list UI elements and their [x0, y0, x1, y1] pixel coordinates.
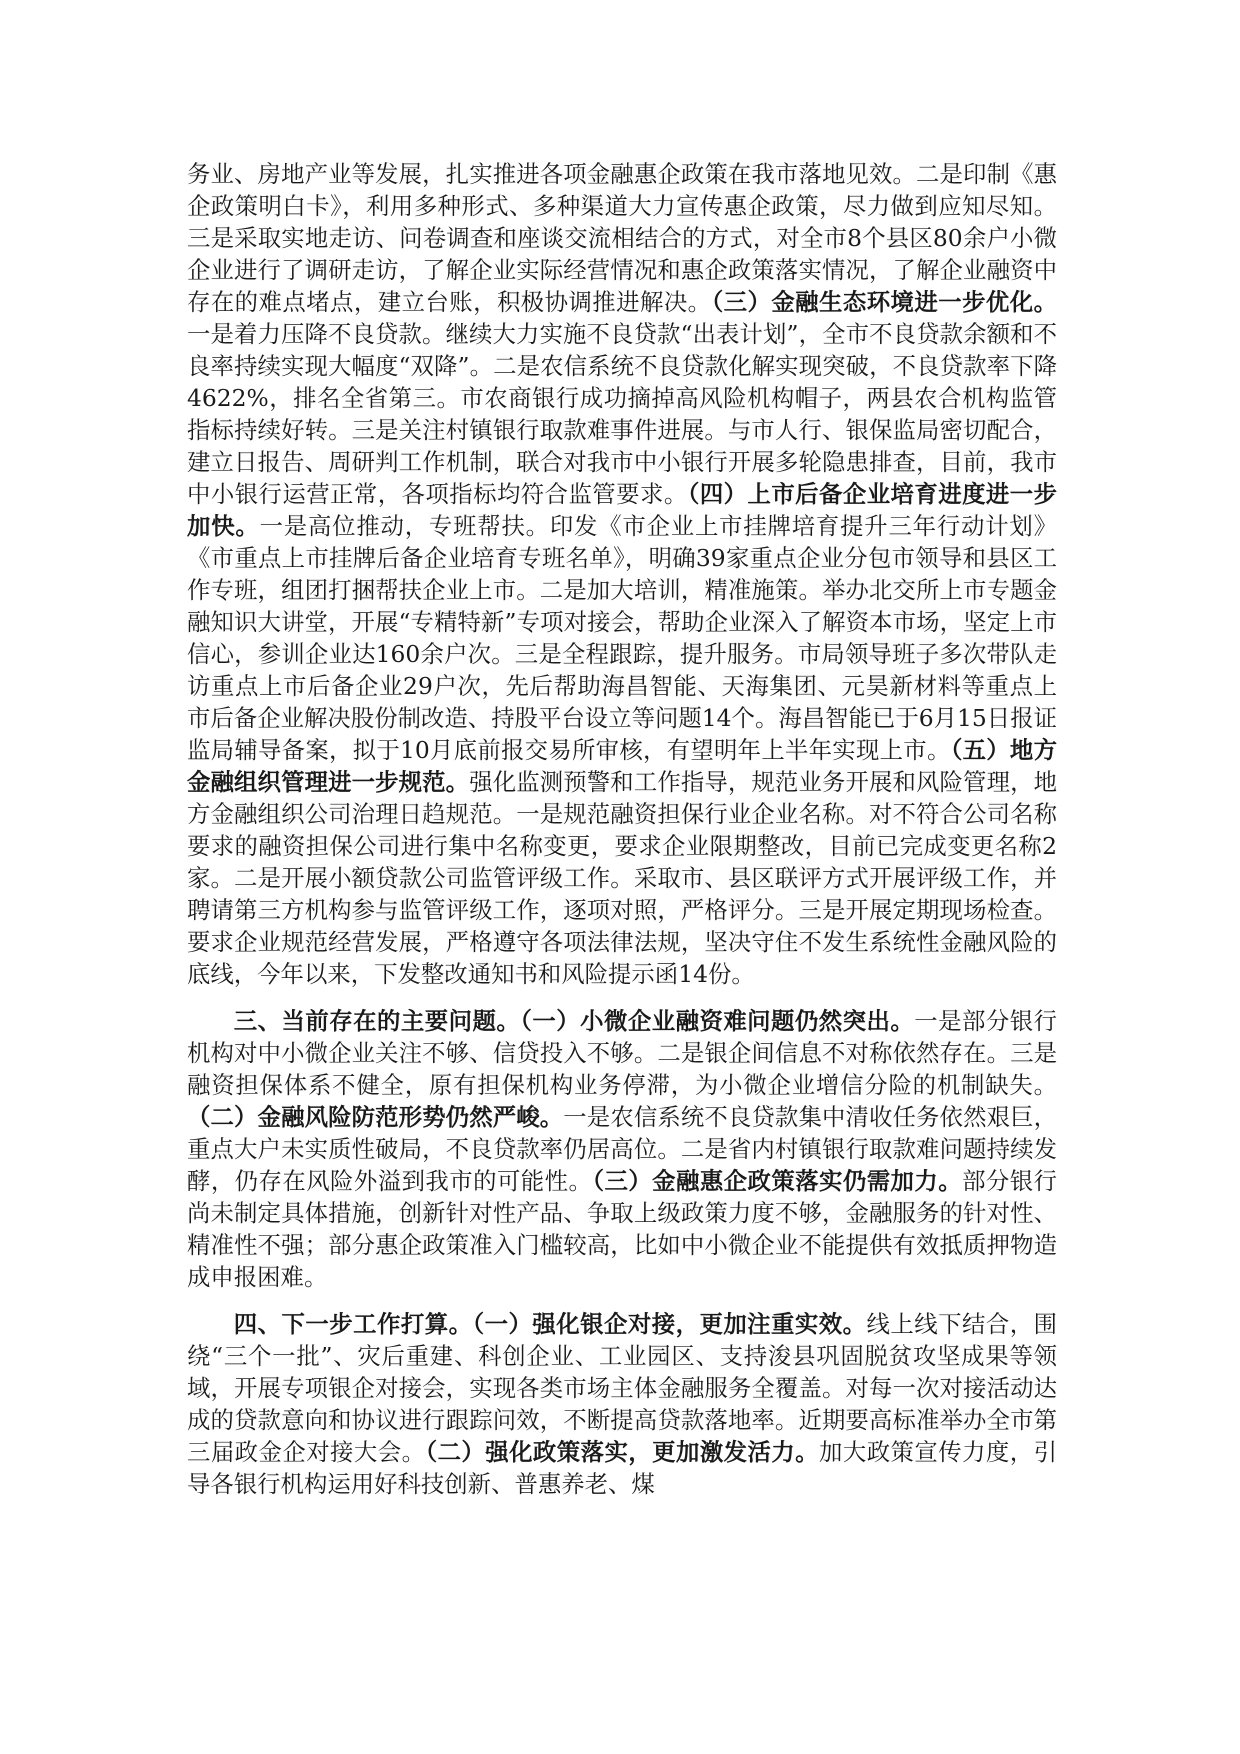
document-page — [187, 158, 1057, 1500]
text-segment: 一是部分银行机构对中小微企业关注不够、信贷投入不够。二是银企间信息不对称依然存在。三是融资担保体系不健全，原有担保机构业务停滞，为小微企业增信分险的机制缺失。 — [187, 1007, 1057, 1099]
text-segment: 一是着力压降不良贷款。继续大力实施不良贷款“出表计划”，全市不良贷款余额和不良率持续实现大幅度“双降”。二是农信系统不良贷款化解实现突破，不良贷款率下降4622%，排名全省第三。市农商银行成功摘掉高风险机构帽子，两县农合机构监管指标持续好转。三是关注村镇银行取款难事件进展。与市人行、银保监局密切配合，建立日报告、周研判工作机制，联合对我市中小银行开展多轮隐患排查，目前，我市中小银行运营正常，各项指标均符合监管要求。 — [187, 320, 1057, 508]
paragraph-main-problems — [187, 1005, 1057, 1293]
section-heading-problems: 三、当前存在的主要问题。（一）小微企业融资难问题仍然突出。 — [233, 1007, 915, 1035]
section-heading-next-steps: 四、下一步工作打算。（一）强化银企对接，更加注重实效。 — [233, 1310, 867, 1338]
section-heading-policy-implementation: （二）强化政策落实，更加激发活力。 — [425, 1438, 820, 1466]
text-segment: 务业、房地产业等发展，扎实推进各项金融惠企政策在我市落地见效。二是印制《惠企政策明白卡》，利用多种形式、多种渠道大力宣传惠企政策，尽力做到应知尽知。三是采取实地走访、问卷调查和座谈交流相结合的方式，对全市8个县区80余户小微企业进行了调研走访，了解企业实际经营情况和惠企政策落实情况，了解企业融资中存在的难点堵点，建立台账，积极协调推进解决。 — [187, 160, 1057, 316]
text-segment: 部分银行尚未制定具体措施，创新针对性产品、争取上级政策力度不够，金融服务的针对性、精准性不强；部分惠企政策准入门槛较高，比如中小微企业不能提供有效抵质押物造成申报困难。 — [187, 1167, 1057, 1291]
text-segment: 强化监测预警和工作指导，规范业务开展和风险管理，地方金融组织公司治理日趋规范。一是规范融资担保行业企业名称。对不符合公司名称要求的融资担保公司进行集中名称变更，要求企业限期整改，目前已完成变更名称2家。二是开展小额贷款公司监管评级工作。采取市、县区联评方式开展评级工作，并聘请第三方机构参与监管评级工作，逐项对照，严格评分。三是开展定期现场检查。要求企业规范经营发展，严格遵守各项法律法规，坚决守住不发生系统性金融风险的底线，今年以来，下发整改通知书和风险提示函14份。 — [187, 768, 1057, 988]
section-heading-ecology: （三）金融生态环境进一步优化。 — [711, 288, 1057, 316]
section-heading-organization: （五）地方金融组织管理进一步规范。 — [187, 736, 1057, 796]
section-heading-risk: （二）金融风险防范形势仍然严峻。 — [187, 1103, 564, 1131]
paragraph-next-steps — [187, 1308, 1057, 1500]
text-segment: 加大政策宣传力度，引导各银行机构运用好科技创新、普惠养老、煤 — [187, 1438, 1057, 1498]
section-heading-listing: （四）上市后备企业培育进度进一步加快。 — [187, 480, 1057, 540]
text-segment: 线上线下结合，围绕“三个一批”、灾后重建、科创企业、工业园区、支持浚县巩固脱贫攻坚成果等领域，开展专项银企对接会，实现各类市场主体金融服务全覆盖。对每一次对接活动达成的贷款意向和协议进行跟踪问效，不断提高贷款落地率。近期要高标准举办全市第三届政金企对接大会。 — [187, 1310, 1057, 1466]
text-segment: 一是农信系统不良贷款集中清收任务依然艰巨，重点大户未实质性破局，不良贷款率仍居高位。二是省内村镇银行取款难问题持续发酵，仍存在风险外溢到我市的可能性。 — [187, 1103, 1058, 1195]
text-segment: 一是高位推动，专班帮扶。印发《市企业上市挂牌培育提升三年行动计划》《市重点上市挂牌后备企业培育专班名单》，明确39家重点企业分包市领导和县区工作专班，组团打捆帮扶企业上市。二是加大培训，精准施策。举办北交所上市专题金融知识大讲堂，开展“专精特新”专项对接会，帮助企业深入了解资本市场，坚定上市信心，参训企业达160余户次。三是全程跟踪，提升服务。市局领导班子多次带队走访重点上市后备企业29户次，先后帮助海昌智能、天海集团、元昊新材料等重点上市后备企业解决股份制改造、持股平台设立等问题14个。海昌智能已于6月15日报证监局辅导备案，拟于10月底前报交易所审核，有望明年上半年实现上市。 — [187, 512, 1058, 764]
paragraph-financial-measures — [187, 158, 1057, 990]
section-heading-policy: （三）金融惠企政策落实仍需加力。 — [592, 1167, 963, 1195]
